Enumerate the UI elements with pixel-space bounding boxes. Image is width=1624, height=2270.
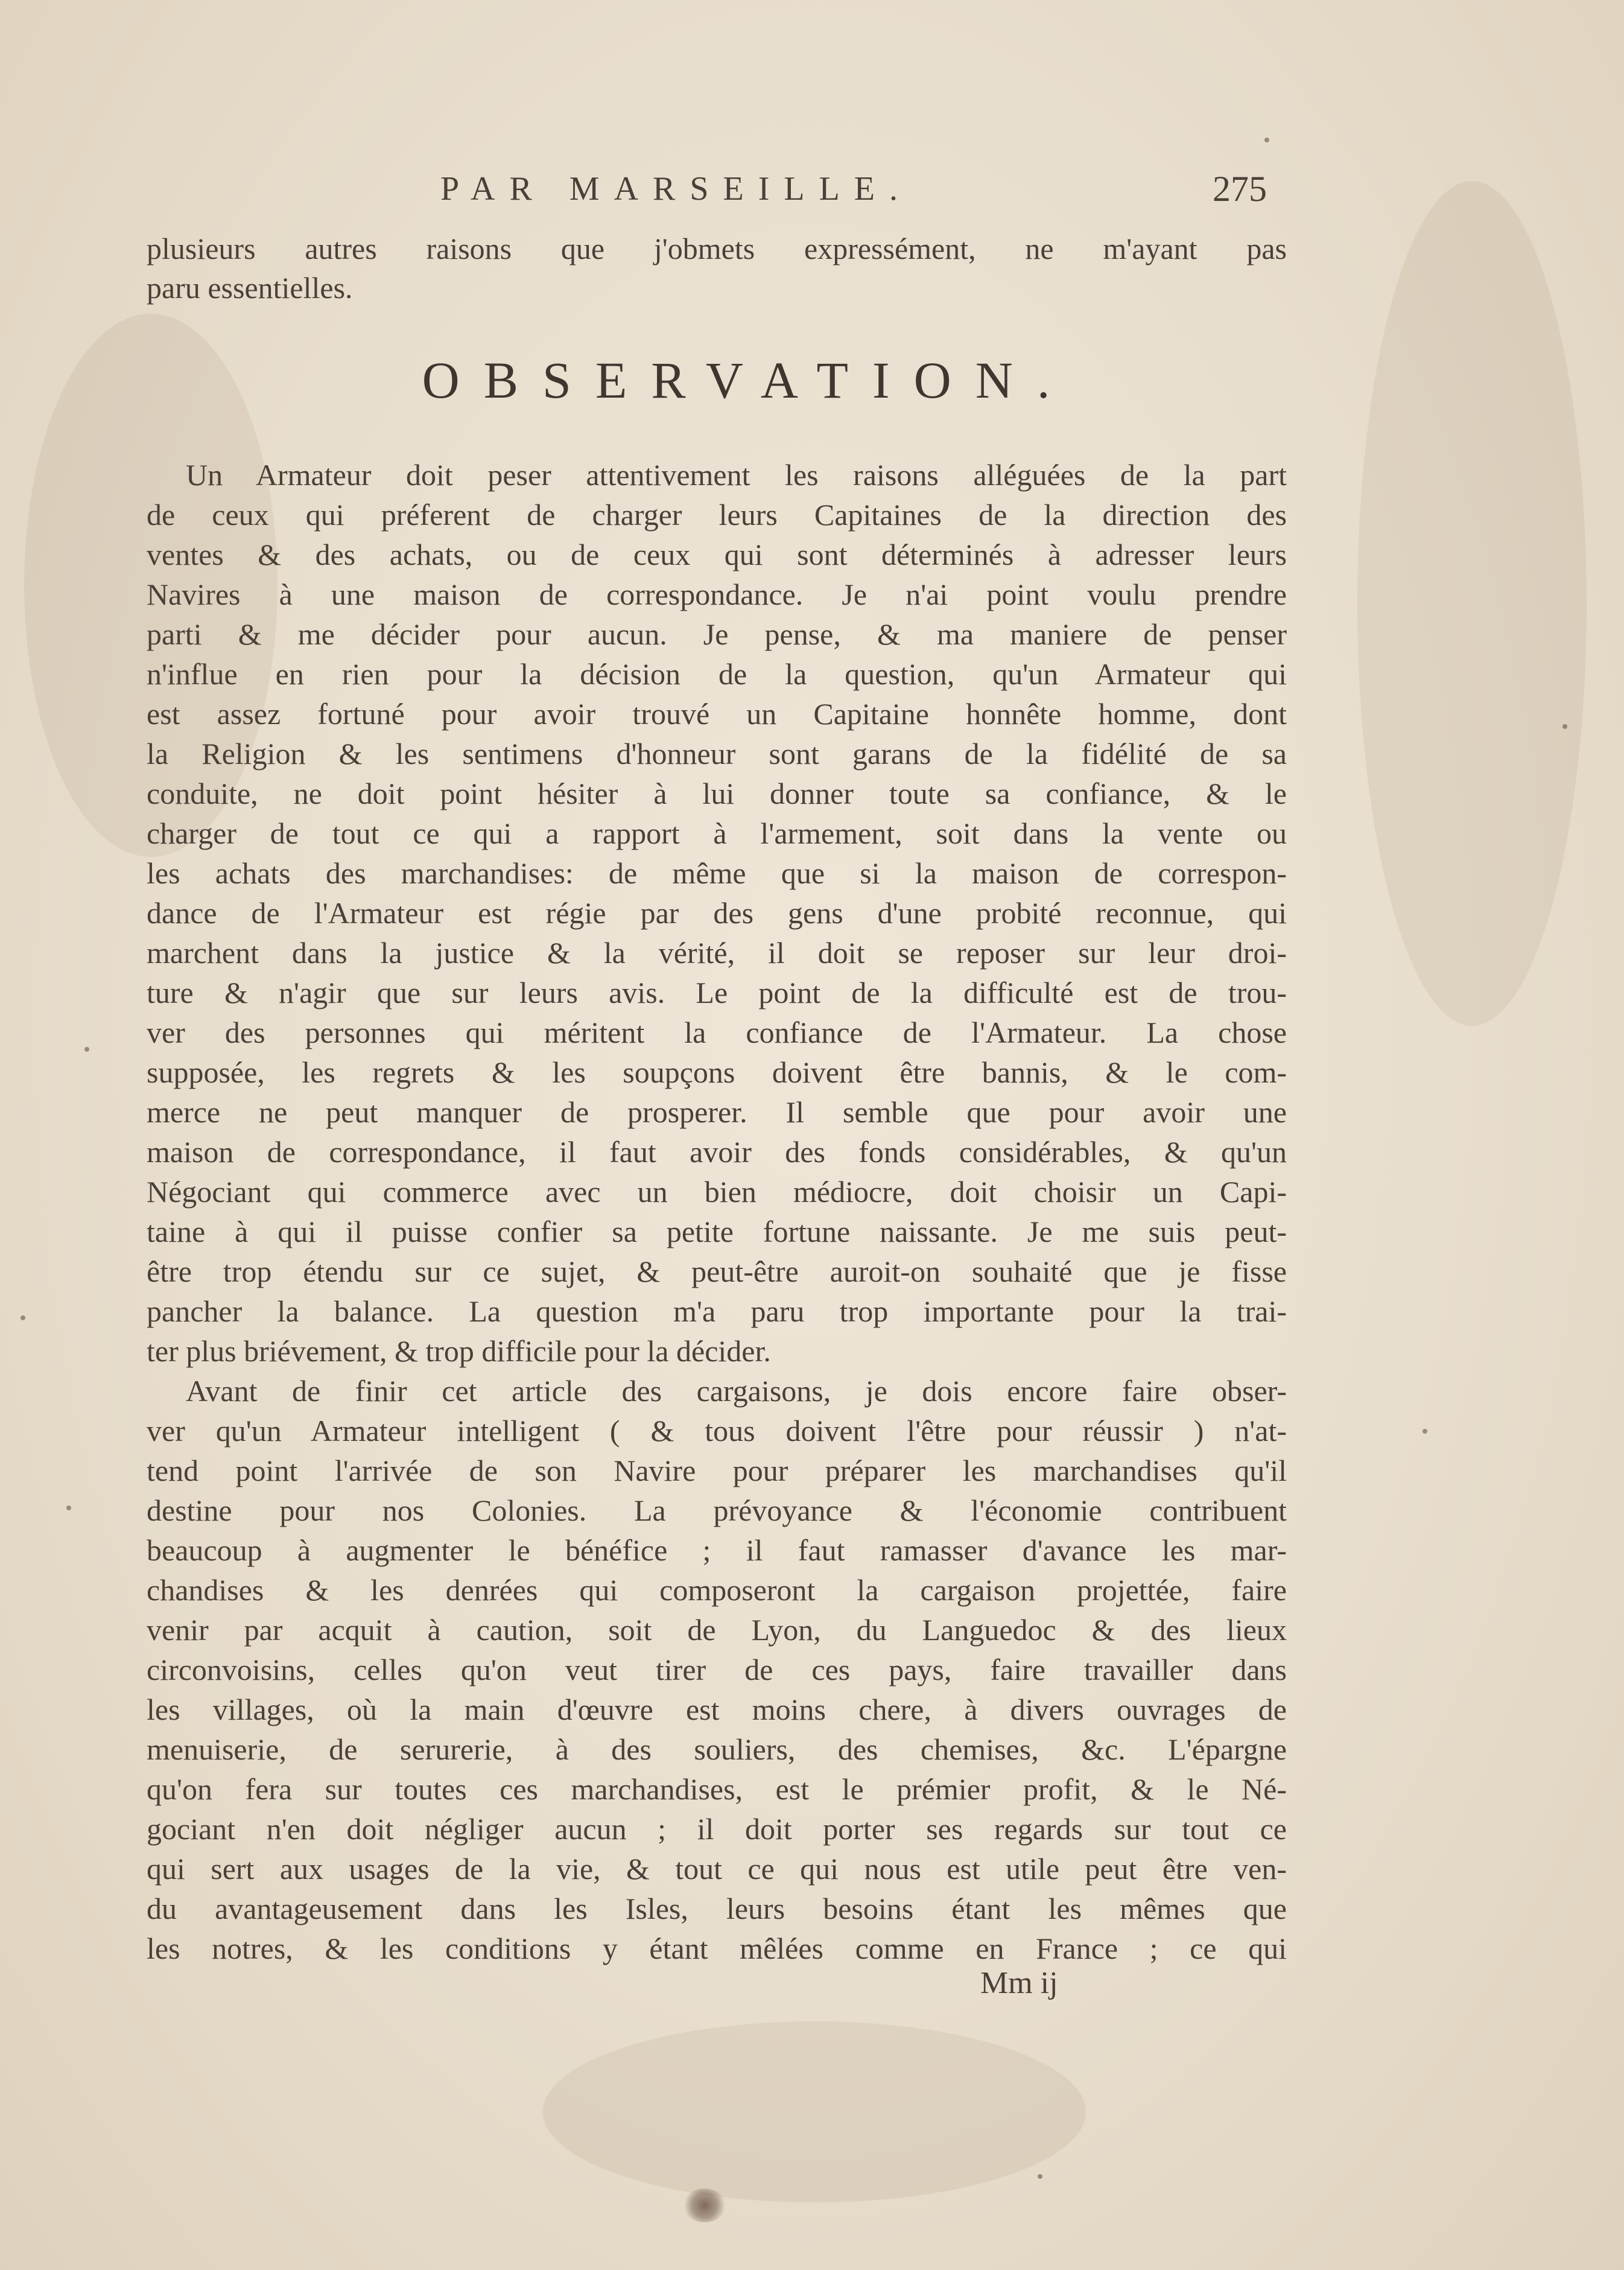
text-line: parti & me décider pour aucun. Je pense, & ma maniere de penser — [147, 617, 1287, 651]
text-line: ver qu'un Armateur intelligent ( & tous doivent l'être pour réussir ) n'at- — [147, 1414, 1287, 1448]
text-line: n'influe en rien pour la décision de la question, qu'un Armateur qui — [147, 657, 1287, 691]
text-line: circonvoisins, celles qu'on veut tirer de ces pays, faire travailler dans — [147, 1653, 1287, 1687]
ink-smudge — [683, 2189, 726, 2222]
text-line: ventes & des achats, ou de ceux qui sont déterminés à adresser leurs — [147, 538, 1287, 571]
text-line: menuiserie, de serurerie, à des souliers, des chemises, &c. L'épargne — [147, 1732, 1287, 1766]
text-line: beaucoup à augmenter le bénéfice ; il faut ramasser d'avance les mar- — [147, 1533, 1287, 1567]
text-line: merce ne peut manquer de prosperer. Il semble que pour avoir une — [147, 1095, 1287, 1129]
ink-speck — [1264, 138, 1269, 142]
ink-speck — [66, 1505, 71, 1510]
text-line: est assez fortuné pour avoir trouvé un Capitaine honnête homme, dont — [147, 697, 1287, 731]
ink-speck — [1423, 1429, 1427, 1434]
text-line: la Religion & les sentimens d'honneur sont garans de la fidélité de sa — [147, 737, 1287, 771]
text-line: tend point l'arrivée de son Navire pour préparer les marchandises qu'il — [147, 1454, 1287, 1487]
ink-speck — [1038, 2174, 1042, 2179]
paper-stain — [543, 2021, 1086, 2202]
text-line: supposée, les regrets & les soupçons doivent être bannis, & le com- — [147, 1055, 1287, 1089]
text-line: dance de l'Armateur est régie par des gens d'une probité reconnue, qui — [147, 896, 1287, 930]
text-line: charger de tout ce qui a rapport à l'armement, soit dans la vente ou — [147, 816, 1287, 850]
text-line: destine pour nos Colonies. La prévoyance & l'économie contribuent — [147, 1493, 1287, 1527]
text-line: ture & n'agir que sur leurs avis. Le point de la difficulté est de trou- — [147, 976, 1287, 1009]
text-line: chandises & les denrées qui composeront la cargaison projettée, faire — [147, 1573, 1287, 1607]
text-line: plusieurs autres raisons que j'obmets expressément, ne m'ayant pas — [147, 232, 1287, 265]
text-line: gociant n'en doit négliger aucun ; il doit porter ses regards sur tout ce — [147, 1812, 1287, 1846]
text-line: Navires à une maison de correspondance. Je n'ai point voulu prendre — [147, 577, 1287, 611]
page-number: 275 — [1213, 169, 1267, 209]
text-line: maison de correspondance, il faut avoir des fonds considérables, & qu'un — [147, 1135, 1287, 1169]
text-line: Négociant qui commerce avec un bien médiocre, doit choisir un Capi- — [147, 1175, 1287, 1209]
text-line: paru essentielles. — [147, 271, 353, 305]
text-line: ver des personnes qui méritent la confiance de l'Armateur. La chose — [147, 1016, 1287, 1049]
text-line: Un Armateur doit peser attentivement les raisons alléguées de la part — [186, 458, 1287, 492]
ink-speck — [21, 1315, 25, 1320]
text-line: taine à qui il puisse confier sa petite fortune naissante. Je me suis peut- — [147, 1215, 1287, 1248]
text-line: qu'on fera sur toutes ces marchandises, est le prémier profit, & le Né- — [147, 1772, 1287, 1806]
ink-speck — [1562, 724, 1567, 729]
paper-stain — [1357, 181, 1587, 1026]
signature-mark: Mm ij — [980, 1966, 1058, 2000]
text-line: de ceux qui préferent de charger leurs Capitaines de la direction des — [147, 498, 1287, 532]
text-line: qui sert aux usages de la vie, & tout ce qui nous est utile peut être ven- — [147, 1852, 1287, 1886]
text-line: pancher la balance. La question m'a paru trop importante pour la trai- — [147, 1294, 1287, 1328]
text-line: du avantageusement dans les Isles, leurs besoins étant les mêmes que — [147, 1892, 1287, 1925]
text-line: les notres, & les conditions y étant mêlées comme en France ; ce qui — [147, 1931, 1287, 1965]
text-line: les achats des marchandises: de même que si la maison de correspon- — [147, 856, 1287, 890]
text-line: les villages, où la main d'œuvre est moins chere, à divers ouvrages de — [147, 1693, 1287, 1726]
section-heading: OBSERVATION. — [422, 351, 1074, 409]
running-head — [145, 162, 1267, 216]
running-title: PAR MARSEILLE. — [440, 170, 913, 208]
text-line: être trop étendu sur ce sujet, & peut-être auroit-on souhaité que je fisse — [147, 1254, 1287, 1288]
text-line: marchent dans la justice & la vérité, il doit se reposer sur leur droi- — [147, 936, 1287, 970]
text-line: Avant de finir cet article des cargaisons, je dois encore faire obser- — [186, 1374, 1287, 1408]
ink-speck — [84, 1047, 89, 1052]
text-line: conduite, ne doit point hésiter à lui donner toute sa confiance, & le — [147, 777, 1287, 810]
text-line: ter plus briévement, & trop difficile pour la décider. — [147, 1334, 771, 1368]
text-line: venir par acquit à caution, soit de Lyon, du Languedoc & des lieux — [147, 1613, 1287, 1647]
